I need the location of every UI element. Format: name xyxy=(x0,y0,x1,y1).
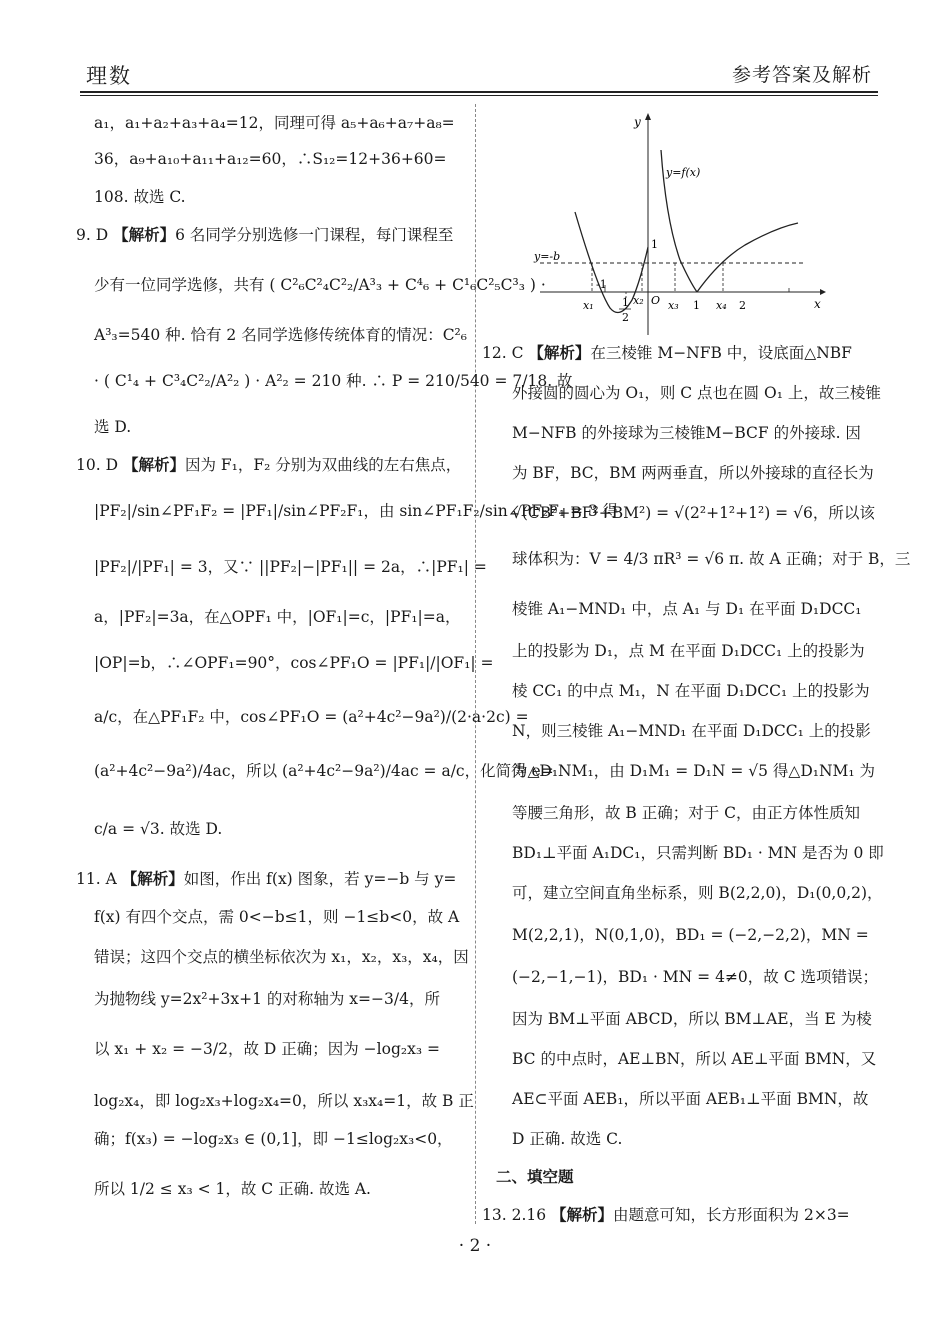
q12-line-7: 棱锥 A₁−MND₁ 中，点 A₁ 与 D₁ 在平面 D₁DCC₁ xyxy=(512,600,862,618)
q12-line-12: 等腰三角形，故 B 正确；对于 C，由正方体性质知 xyxy=(512,804,861,822)
q9-line-1: 6 名同学分别选修一门课程，每门课程至 xyxy=(175,226,454,244)
tick-neg1-label: -1 xyxy=(596,278,607,291)
q8-line-1: a₁，a₁+a₂+a₃+a₄=12，同理可得 a₅+a₆+a₇+a₈= xyxy=(94,114,455,132)
function-graph xyxy=(530,110,830,340)
q11-number: 11. A xyxy=(76,870,117,888)
q12-line-10: N，则三棱锥 A₁−MND₁ 在平面 D₁DCC₁ 上的投影 xyxy=(512,722,871,740)
q12-heading xyxy=(482,342,852,364)
q11-line-7: 确；f(x₃) = −log₂x₃ ∈ (0,1]，即 −1≤log₂x₃<0， xyxy=(94,1130,453,1148)
page-number: · 2 · xyxy=(458,1236,492,1256)
q11-line-3: 错误；这四个交点的横坐标依次为 x₁，x₂，x₃，x₄，因 xyxy=(94,948,469,966)
q10-line-4: a，|PF₂|=3a，在△OPF₁ 中，|OF₁|=c，|PF₁|=a， xyxy=(94,608,461,626)
q11-line-8: 所以 1/2 ≤ x₃ < 1，故 C 正确. 故选 A. xyxy=(94,1180,371,1198)
q13-number: 13. 2.16 xyxy=(482,1206,547,1224)
tick-x4: x₄ xyxy=(716,299,727,312)
tick-half-num: 1 xyxy=(622,296,629,309)
q9-line-2: 少有一位同学选修，共有 ( C²₆C²₄C²₂/A³₃ + C⁴₆ + C¹₆C²₅C³₃ ) · xyxy=(94,276,546,294)
q10-line-8: c/a = √3. 故选 D. xyxy=(94,820,223,838)
q12-line-16: (−2,−1,−1)，BD₁ · MN = 4≠0，故 C 选项错误； xyxy=(512,968,879,986)
q11-line-4: 为抛物线 y=2x²+3x+1 的对称轴为 x=−3/4，所 xyxy=(94,990,440,1008)
q12-line-8: 上的投影为 D₁，点 M 在平面 D₁DCC₁ 上的投影为 xyxy=(512,642,865,660)
q10-line-7: (a²+4c²−9a²)/4ac，所以 (a²+4c²−9a²)/4ac = a/c，化简得 e= xyxy=(94,762,554,780)
q12-tag: 【解析】 xyxy=(528,343,591,362)
q11-line-2: f(x) 有四个交点，需 0<−b≤1，则 −1≤b<0，故 A xyxy=(94,908,460,926)
q10-number: 10. D xyxy=(76,456,119,474)
q9-line-3: A³₃=540 种. 恰有 2 名同学选修传统体育的情况：C²₆ xyxy=(94,326,467,344)
q9-line-4: · ( C¹₄ + C³₄C²₂/A²₂ ) · A²₂ = 210 种. ∴ P = 210/540 = 7/18. 故 xyxy=(94,372,573,390)
q13-heading xyxy=(482,1204,850,1226)
q11-line-5: 以 x₁ + x₂ = −3/2，故 D 正确；因为 −log₂x₃ = xyxy=(94,1040,440,1058)
log-curve xyxy=(697,223,798,292)
q10-line-6: a/c，在△PF₁F₂ 中，cos∠PF₁O = (a²+4c²−9a²)/(2·a·2c) = xyxy=(94,708,529,726)
section-fill-in-title: 二、填空题 xyxy=(496,1167,574,1186)
q9-tag: 【解析】 xyxy=(113,225,176,244)
q12-line-5: √(CB²+BF²+BM²) = √(2²+1²+1²) = √6，所以该 xyxy=(512,504,875,522)
x-axis-label: x xyxy=(814,297,821,311)
q12-line-18: BC 的中点时，AE⊥BN，所以 AE⊥平面 BMN，又 xyxy=(512,1050,877,1068)
q12-line-2: 外接圆的圆心为 O₁，则 C 点也在圆 O₁ 上，故三棱锥 xyxy=(512,384,881,402)
q13-tag: 【解析】 xyxy=(551,1205,614,1224)
subject-label: 理数 xyxy=(86,64,132,88)
header-rule xyxy=(80,91,878,93)
tick-x1: x₁ xyxy=(583,299,594,312)
q9-number: 9. D xyxy=(76,226,109,244)
q12-line-6: 球体积为：V = 4/3 πR³ = √6 π. 故 A 正确；对于 B，三 xyxy=(512,550,911,568)
q11-tag: 【解析】 xyxy=(121,869,184,888)
header-title: 参考答案及解析 xyxy=(731,64,872,86)
q12-line-20: D 正确. 故选 C. xyxy=(512,1130,623,1148)
x-axis-arrow xyxy=(820,289,826,295)
q8-line-3: 108. 故选 C. xyxy=(94,188,186,206)
q10-tag: 【解析】 xyxy=(122,455,185,474)
q10-line-5: |OP|=b，∴∠OPF₁=90°，cos∠PF₁O = |PF₁|/|OF₁| = xyxy=(94,654,494,672)
q13-line-1: 由题意可知，长方形面积为 2×3= xyxy=(613,1206,850,1224)
q10-line-2: |PF₂|/sin∠PF₁F₂ = |PF₁|/sin∠PF₂F₁，由 sin∠PF₁F₂/sin∠PF₂F₁ = 3 得 xyxy=(94,502,619,520)
q10-heading xyxy=(76,454,461,476)
q8-line-2: 36，a₉+a₁₀+a₁₁+a₁₂=60，∴S₁₂=12+36+60= xyxy=(94,150,447,168)
q12-line-13: BD₁⊥平面 A₁DC₁，只需判断 BD₁ · MN 是否为 0 即 xyxy=(512,844,884,862)
q10-line-1: 因为 F₁，F₂ 分别为双曲线的左右焦点， xyxy=(184,456,462,474)
q11-heading xyxy=(76,868,456,890)
q10-line-3: |PF₂|/|PF₁| = 3，又∵ ||PF₂|−|PF₁|| = 2a，∴|PF₁| = xyxy=(94,558,487,576)
tick-1: 1 xyxy=(693,299,700,312)
tick-x3: x₃ xyxy=(668,299,679,312)
q12-line-4: 为 BF，BC，BM 两两垂直，所以外接球的直径长为 xyxy=(512,464,874,482)
q12-line-17: 因为 BM⊥平面 ABCD，所以 BM⊥AE，当 E 为棱 xyxy=(512,1010,872,1028)
q11-line-1: 如图，作出 f(x) 图象，若 y=−b 与 y= xyxy=(183,870,457,888)
q9-line-5: 选 D. xyxy=(94,418,132,436)
q12-line-1: 在三棱锥 M−NFB 中，设底面△NBF xyxy=(590,344,852,362)
q11-line-6: log₂x₄，即 log₂x₃+log₂x₄=0，所以 x₃x₄=1，故 B 正 xyxy=(94,1092,474,1110)
tick-x2: x₂ xyxy=(633,294,644,307)
tick-2: 2 xyxy=(739,299,746,312)
line-y-neg-b-label: y=-b xyxy=(534,250,561,263)
origin-label: O xyxy=(651,294,661,307)
q12-line-9: 棱 CC₁ 的中点 M₁，N 在平面 D₁DCC₁ 上的投影为 xyxy=(512,682,870,700)
tick-y1: 1 xyxy=(651,238,658,251)
q12-line-19: AE⊂平面 AEB₁，所以平面 AEB₁⊥平面 BMN，故 xyxy=(512,1090,869,1108)
q9-heading xyxy=(76,224,453,246)
q12-number: 12. C xyxy=(482,344,524,362)
header-rule-thin xyxy=(80,95,878,96)
curve-label: y=f(x) xyxy=(666,166,701,179)
y-axis-arrow xyxy=(645,113,651,120)
q12-line-14: 可，建立空间直角坐标系，则 B(2,2,0)，D₁(0,0,2)， xyxy=(512,884,883,902)
q12-line-11: 为△D₁NM₁，由 D₁M₁ = D₁N = √5 得△D₁NM₁ 为 xyxy=(512,762,876,780)
q12-line-15: M(2,2,1)，N(0,1,0)，BD₁ = (−2,−2,2)，MN = xyxy=(512,926,869,944)
q12-line-3: M−NFB 的外接球为三棱锥M−BCF 的外接球. 因 xyxy=(512,424,861,442)
tick-half-den: 2 xyxy=(622,311,629,324)
y-axis-label: y xyxy=(634,115,641,129)
